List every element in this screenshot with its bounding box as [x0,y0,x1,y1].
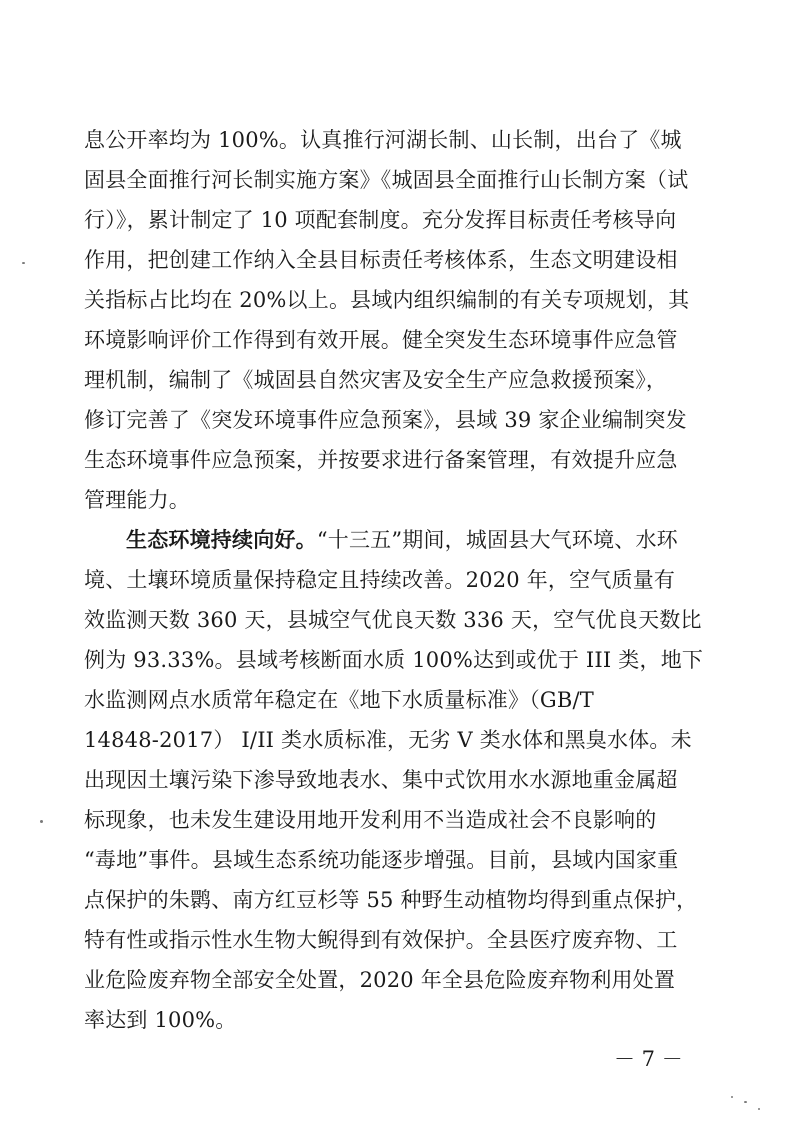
text-line-13: 效监测天数 360 天，县城空气优良天数 336 天，空气优良天数比 [84,608,702,632]
text-line-23: 率达到 100%。 [84,1008,237,1032]
text-line-9: 生态环境事件应急预案，并按要求进行备案管理，有效提升应急 [84,448,678,472]
text-line-1: 息公开率均为 100%。认真推行河湖长制、山长制，出台了《城 [84,128,682,152]
text-line-2: 固县全面推行河长制实施方案》《城固县全面推行山长制方案（试 [84,168,689,192]
page-number: － 7 － [614,1047,683,1071]
paragraph-heading: 生态环境持续向好。 [126,527,317,552]
text-line-12: 境、土壤环境质量保持稳定且持续改善。2020 年，空气质量有 [84,568,676,592]
scan-speck [731,1096,733,1098]
text-line-20: 点保护的朱鹮、南方红豆杉等 55 种野生动植物均得到重点保护， [84,888,698,912]
text-line-8: 修订完善了《突发环境事件应急预案》，县域 39 家企业编制突发 [84,408,687,432]
text-line-6: 环境影响评价工作得到有效开展。健全突发生态环境事件应急管 [84,328,678,352]
text-line-15: 水监测网点水质常年稳定在《地下水质量标准》（GB/T [84,688,594,712]
paragraph-2-first-line [126,526,736,554]
text-line-21: 特有性或指示性水生物大鲵得到有效保护。全县医疗废弃物、工 [84,928,678,952]
text-line-4: 作用，把创建工作纳入全县目标责任考核体系，生态文明建设相 [84,248,678,272]
text-line-22: 业危险废弃物全部安全处置，2020 年全县危险废弃物利用处置 [84,968,676,992]
scan-speck [758,1108,760,1110]
paragraph-2-first-text: “十三五”期间，城固县大气环境、水环 [316,528,678,552]
scan-speck [22,262,25,264]
text-line-3: 行）》，累计制定了 10 项配套制度。充分发挥目标责任考核导向 [84,208,677,232]
scan-speck [40,820,43,823]
text-line-7: 理机制，编制了《城固县自然灾害及安全生产应急救援预案》， [84,368,668,392]
text-line-14: 例为 93.33%。县域考核断面水质 100%达到或优于 III 类，地下 [84,648,704,672]
text-line-18: 标现象，也未发生建设用地开发利用不当造成社会不良影响的 [84,808,657,832]
text-line-10: 管理能力。 [84,488,190,512]
text-line-5: 关指标占比均在 20%以上。县域内组织编制的有关专项规划，其 [84,288,690,312]
text-line-16: 14848-2017） I/II 类水质标准，无劣 V 类水体和黑臭水体。未 [84,728,692,752]
text-line-17: 出现因土壤污染下渗导致地表水、集中式饮用水水源地重金属超 [84,768,678,792]
scan-speck [744,1101,747,1103]
text-line-19: “毒地”事件。县域生态系统功能逐步增强。目前，县域内国家重 [84,848,679,872]
